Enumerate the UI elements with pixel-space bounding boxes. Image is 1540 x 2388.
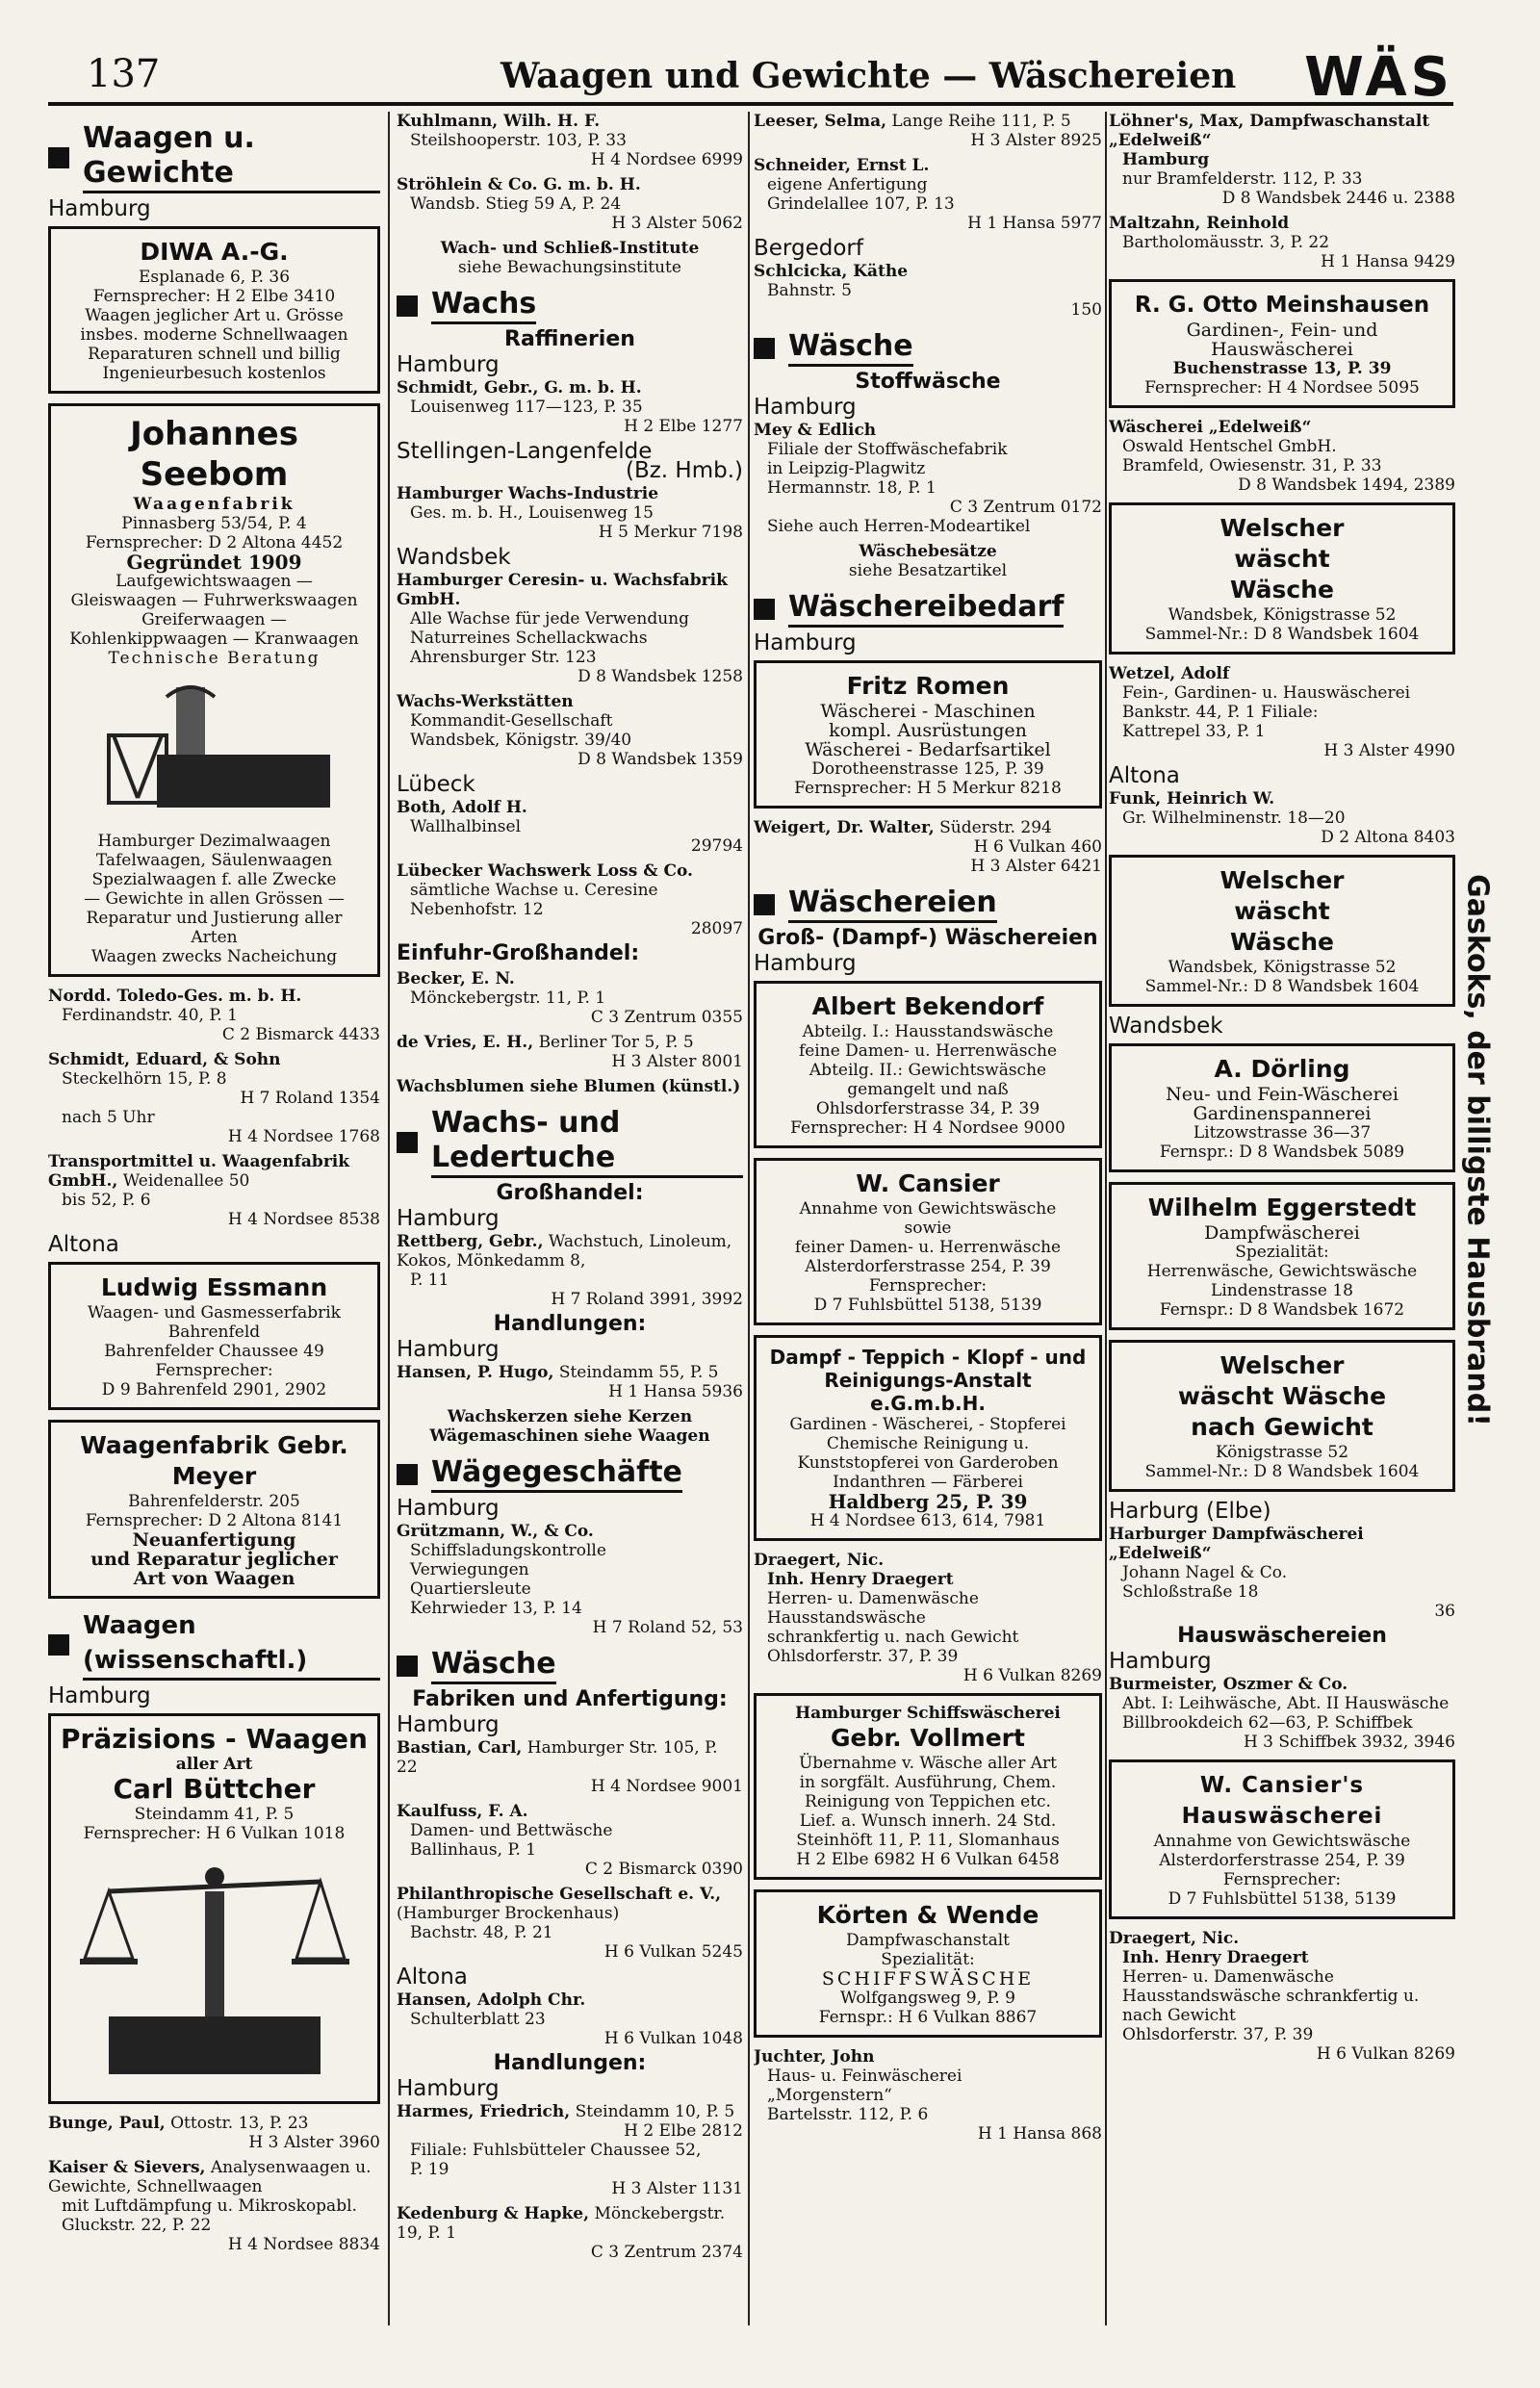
listing-entry: Hamburger Wachs-Industrie Ges. m. b. H., Louisenweg 15 H 5 Merkur 7198 [397, 484, 743, 542]
city-heading: Hamburg [48, 1683, 151, 1708]
column-2 [397, 112, 743, 2325]
listing-entry: Schmidt, Gebr., G. m. b. H. Louisenweg 117—123, P. 35 H 2 Elbe 1277 [397, 378, 743, 436]
precision-balance-icon [70, 1853, 359, 2084]
listing-entry: Schlcicka, Käthe Bahnstr. 5 150 [754, 262, 1102, 320]
section-heading: Wäsche [754, 329, 1102, 367]
listing-entry: Löhner's, Max, Dampfwaschanstalt „Edelweiß“ Hamburg nur Bramfelderstr. 112, P. 33 D 8 Wandsbek 2446 u. 2388 [1109, 112, 1455, 208]
subheading: Großhandel: [496, 1181, 644, 1205]
city-heading: Hamburg [397, 1337, 500, 1362]
ad-koerten-wende: Körten & Wende Dampfwaschanstalt Spezialität: SCHIFFSWÄSCHE Wolfgangsweg 9, P. 9 Fernspr.: H 6 Vulkan 8867 [754, 1889, 1102, 2038]
city-heading: Stellingen-Langenfelde (Bz. Hmb.) [397, 439, 743, 483]
page-number: 137 [87, 52, 161, 96]
city-heading: Harburg (Elbe) [1109, 1499, 1271, 1524]
ad-title: Gebr. Vollmert [831, 1724, 1025, 1752]
ad-title: Wilhelm Eggerstedt [1147, 1194, 1417, 1221]
section-code: WÄS [1304, 46, 1453, 109]
city-heading: Wandsbek [1109, 1014, 1223, 1039]
listing-entry: Kuhlmann, Wilh. H. F. Steilshooperstr. 103, P. 33 H 4 Nordsee 6999 [397, 112, 743, 169]
column-divider [748, 112, 750, 2325]
ad-welscher: Welscher wäscht Wäsche nach Gewicht Königstrasse 52 Sammel-Nr.: D 8 Wandsbek 1604 [1109, 1340, 1455, 1492]
ad-welscher: Welscher wäscht Wäsche Wandsbek, Königstrasse 52 Sammel-Nr.: D 8 Wandsbek 1604 [1109, 502, 1455, 655]
section-heading: Wachs [397, 287, 743, 324]
listing-entry: Harmes, Friedrich, Steindamm 10, P. 5 H 2 Elbe 2812 Filiale: Fuhlsbütteler Chaussee 52, P. 19 H 3 Alster 1131 [397, 2102, 743, 2198]
column-4 [1109, 112, 1455, 2325]
section-heading: Wägegeschäfte [397, 1455, 743, 1493]
listing-entry: Bunge, Paul, Ottostr. 13, P. 23 H 3 Alster 3960 [48, 2114, 380, 2152]
listing-entry: Leeser, Selma, Lange Reihe 111, P. 5 H 3 Alster 8925 [754, 112, 1102, 150]
cross-reference: Wachskerzen siehe Kerzen Wägemaschinen siehe Waagen [429, 1407, 710, 1446]
ad-meyer: Waagenfabrik Gebr. Meyer Bahrenfelderstr. 205 Fernsprecher: D 2 Altona 8141 Neuanfertigung und Reparatur jeglicher Art von Waagen [48, 1420, 380, 1599]
listing-entry: Both, Adolf H. Wallhalbinsel 29794 [397, 798, 743, 856]
subheading: Stoffwäsche [855, 370, 1001, 394]
bullet-square-icon [397, 1656, 418, 1677]
listing-entry: Weigert, Dr. Walter, Süderstr. 294 H 6 Vulkan 460 H 3 Alster 6421 [754, 818, 1102, 876]
subheading: Hauswäschereien [1177, 1624, 1387, 1648]
page-title: Waagen und Gewichte — Wäschereien [500, 56, 1237, 96]
cross-reference: Wach- und Schließ-Institute siehe Bewachungsinstitute [440, 239, 700, 277]
subheading: Einfuhr-Großhandel: [397, 941, 640, 965]
listing-entry: Harburger Dampfwäscherei „Edelweiß“ Johann Nagel & Co. Schloßstraße 18 36 [1109, 1525, 1455, 1621]
city-heading: Hamburg [48, 196, 151, 221]
ad-eggerstedt: Wilhelm Eggerstedt Dampfwäscherei Spezialität: Herrenwäsche, Gewichtswäsche Lindenstrasse 18 Fernspr.: D 8 Wandsbek 1672 [1109, 1182, 1455, 1330]
column-1 [48, 112, 380, 2325]
city-heading: Hamburg [754, 395, 857, 420]
listing-entry: Wetzel, Adolf Fein-, Gardinen- u. Hauswäscherei Bankstr. 44, P. 1 Filiale: Kattrepel 33, P. 1 H 3 Alster 4990 [1109, 664, 1455, 760]
city-heading: Altona [48, 1232, 119, 1257]
listing-entry: Juchter, John Haus- u. Feinwäscherei „Morgenstern“ Bartelsstr. 112, P. 6 H 1 Hansa 868 [754, 2047, 1102, 2144]
listing-entry: Lübecker Wachswerk Loss & Co. sämtliche Wachse u. Ceresine Nebenhofstr. 12 28097 [397, 861, 743, 938]
column-divider [388, 112, 390, 2325]
city-heading: Hamburg [397, 1206, 500, 1231]
city-heading: Altona [397, 1964, 468, 1990]
section-heading: Wäsche [397, 1647, 743, 1684]
city-heading: Bergedorf [754, 236, 863, 261]
listing-entry: Ströhlein & Co. G. m. b. H. Wandsb. Stieg 59 A, P. 24 H 3 Alster 5062 [397, 175, 743, 233]
listing-entry: Kaiser & Sievers, Analysenwaagen u. Gewichte, Schnellwaagen mit Luftdämpfung u. Mikroskopabl. Gluckstr. 22, P. 22 H 4 Nordsee 8834 [48, 2158, 380, 2254]
ad-vollmert: Hamburger Schiffswäscherei Gebr. Vollmert Übernahme v. Wäsche aller Art in sorgfält. Ausführung, Chem. Reinigung von Teppichen etc. Lief. a. Wunsch innerh. 24 Std. Steinhöft 11, P. 11, Slomanhaus H 2 Elbe 6982 H 6 Vulkan 6458 [754, 1693, 1102, 1880]
ad-title: A. Dörling [1214, 1055, 1350, 1083]
ad-title: Johannes Seebom [130, 415, 298, 494]
city-heading: Hamburg [754, 630, 857, 655]
ad-cansier-hauswaescherei: W. Cansier's Hauswäscherei Annahme von Gewichtswäsche Alsterdorferstrasse 254, P. 39 Fernsprecher: D 7 Fuhlsbüttel 5138, 5139 [1109, 1759, 1455, 1919]
listing-entry: Hansen, P. Hugo, Steindamm 55, P. 5 H 1 Hansa 5936 [397, 1363, 743, 1401]
side-ad-text: Gaskoks, der billigste Hausbrand! [1460, 874, 1495, 1426]
ad-buettcher: Präzisions - Waagen aller Art Carl Büttcher Steindamm 41, P. 5 Fernsprecher: H 6 Vulkan 1018 [48, 1713, 380, 2104]
listing-entry: Hansen, Adolph Chr. Schulterblatt 23 H 6 Vulkan 1048 [397, 1990, 743, 2048]
bullet-square-icon [754, 894, 775, 915]
section-heading: Wachs- und Ledertuche [397, 1106, 743, 1178]
listing-entry: Kedenburg & Hapke, Mönckebergstr. 19, P. 1 C 3 Zentrum 2374 [397, 2204, 743, 2262]
ad-title: R. G. Otto Meinshausen [1134, 293, 1430, 318]
section-heading: Wäschereibedarf [754, 590, 1102, 628]
listing-entry: Transportmittel u. Waagenfabrik GmbH., Weidenallee 50 bis 52, P. 6 H 4 Nordsee 8538 [48, 1152, 380, 1229]
ad-welscher: Welscher wäscht Wäsche Wandsbek, Königstrasse 52 Sammel-Nr.: D 8 Wandsbek 1604 [1109, 855, 1455, 1007]
ad-title: Körten & Wende [816, 1901, 1040, 1929]
bullet-square-icon [397, 1464, 418, 1485]
city-heading: Lübeck [397, 772, 475, 797]
bullet-square-icon [397, 1132, 418, 1153]
subheading: Handlungen: [493, 2051, 647, 2075]
section-heading: Waagen (wissenschaftl.) [48, 1608, 380, 1681]
listing-entry: Grützmann, W., & Co. Schiffsladungskontrolle Verwiegungen Quartiersleute Kehrwieder 13, P. 14 H 7 Roland 52, 53 [397, 1522, 743, 1637]
city-heading: Wandsbek [397, 545, 511, 570]
listing-entry: Wachs-Werkstätten Kommandit-Gesellschaft Wandsbek, Königstr. 39/40 D 8 Wandsbek 1359 [397, 692, 743, 769]
listing-entry: Schneider, Ernst L. eigene Anfertigung Grindelallee 107, P. 13 H 1 Hansa 5977 [754, 156, 1102, 233]
ad-essmann: Ludwig Essmann Waagen- und Gasmesserfabrik Bahrenfeld Bahrenfelder Chaussee 49 Fernsprecher: D 9 Bahrenfeld 2901, 2902 [48, 1262, 380, 1410]
subheading: Raffinerien [504, 327, 635, 351]
listing-entry: Schmidt, Eduard, & Sohn Steckelhörn 15, P. 8 H 7 Roland 1354 nach 5 Uhr H 4 Nordsee 1768 [48, 1050, 380, 1146]
cross-reference: Wachsblumen siehe Blumen (künstl.) [397, 1077, 741, 1096]
ad-seebom: Johannes Seebom Waagenfabrik Pinnasberg 53/54, P. 4 Fernsprecher: D 2 Altona 4452 Gegründet 1909 Laufgewichtswaagen — Gleiswaagen — Fuhrwerkswaagen Greiferwaagen — Kohlenkippwaagen — Kranwaagen Technische Beratung Hamburger Dezimalwaagen Tafelwaagen, Säulenwaagen Spezialwaagen f. alle Zwecke — Gewichte in allen Grössen — Reparatur und Justierung aller Arten Waagen zwecks Nacheichung [48, 403, 380, 977]
ad-romen: Fritz Romen Wäscherei - Maschinen kompl. Ausrüstungen Wäscherei - Bedarfsartikel Dorotheenstrasse 125, P. 39 Fernsprecher: H 5 Merkur 8218 [754, 660, 1102, 809]
bullet-square-icon [754, 338, 775, 359]
listing-entry: Rettberg, Gebr., Wachstuch, Linoleum, Kokos, Mönkedamm 8, P. 11 H 7 Roland 3991, 3992 [397, 1232, 743, 1309]
listing-entry: Bastian, Carl, Hamburger Str. 105, P. 22 H 4 Nordsee 9001 [397, 1738, 743, 1796]
ad-title: Carl Büttcher [113, 1773, 316, 1805]
city-heading: Hamburg [397, 1712, 500, 1737]
column-divider [1105, 112, 1107, 2325]
city-heading: Hamburg [1109, 1649, 1212, 1674]
listing-entry: Philanthropische Gesellschaft e. V., (Hamburger Brockenhaus) Bachstr. 48, P. 21 H 6 Vulkan 5245 [397, 1885, 743, 1962]
listing-entry: Maltzahn, Reinhold Bartholomäusstr. 3, P. 22 H 1 Hansa 9429 [1109, 214, 1455, 271]
ad-title: Waagenfabrik Gebr. Meyer [80, 1431, 348, 1490]
header-rule [48, 102, 1453, 106]
city-heading: Hamburg [397, 1496, 500, 1521]
ad-title: Dampf - Teppich - Klopf - und Reinigungs-Anstalt e.G.m.b.H. [769, 1346, 1087, 1415]
listing-entry: Funk, Heinrich W. Gr. Wilhelminenstr. 18—20 D 2 Altona 8403 [1109, 789, 1455, 847]
ad-title: W. Cansier [856, 1169, 1000, 1197]
bullet-square-icon [48, 147, 69, 168]
ad-title: Fritz Romen [846, 672, 1010, 700]
page-header [48, 46, 1453, 109]
ad-dampf-teppich: Dampf - Teppich - Klopf - und Reinigungs-Anstalt e.G.m.b.H. Gardinen - Wäscherei, - Stopferei Chemische Reinigung u. Kunststopferei von Garderoben Indanthren — Färberei Haldberg 25, P. 39 H 4 Nordsee 613, 614, 7981 [754, 1335, 1102, 1541]
listing-entry: Wäscherei „Edelweiß“ Oswald Hentschel GmbH. Bramfeld, Owiesenstr. 31, P. 33 D 8 Wandsbek 1494, 2389 [1109, 418, 1455, 495]
city-heading: Hamburg [397, 2076, 500, 2101]
ad-doerling: A. Dörling Neu- und Fein-Wäscherei Gardinenspannerei Litzowstrasse 36—37 Fernspr.: D 8 Wandsbek 5089 [1109, 1043, 1455, 1172]
ad-meinshausen: R. G. Otto Meinshausen Gardinen-, Fein- und Hauswäscherei Buchenstrasse 13, P. 39 Fernsprecher: H 4 Nordsee 5095 [1109, 279, 1455, 408]
listing-entry: Draegert, Nic. Inh. Henry Draegert Herren- u. Damenwäsche Hausstandswäsche schrankfertig u. nach Gewicht Ohlsdorferstr. 37, P. 39 H 6 Vulkan 8269 [754, 1551, 1102, 1685]
cross-reference: Wäschebesätze siehe Besatzartikel [848, 542, 1008, 580]
listing-entry: Becker, E. N. Mönckebergstr. 11, P. 1 C 3 Zentrum 0355 [397, 969, 743, 1027]
listing-entry: Draegert, Nic. Inh. Henry Draegert Herren- u. Damenwäsche Hausstandswäsche schrankfertig u. nach Gewicht Ohlsdorferstr. 37, P. 39 H 6 Vulkan 8269 [1109, 1929, 1455, 2064]
listing-entry: Kaulfuss, F. A. Damen- und Bettwäsche Ballinhaus, P. 1 C 2 Bismarck 0390 [397, 1802, 743, 1879]
listing-entry: Mey & Edlich Filiale der Stoffwäschefabrik in Leipzig-Plagwitz Hermannstr. 18, P. 1 C 3 Zentrum 0172 Siehe auch Herren-Modeartikel [754, 421, 1102, 536]
ad-title: W. Cansier's Hauswäscherei [1181, 1773, 1383, 1829]
listing-entry: Burmeister, Oszmer & Co. Abt. I: Leihwäsche, Abt. II Hauswäsche Billbrookdeich 62—63, P. Schiffbek H 3 Schiffbek 3932, 3946 [1109, 1675, 1455, 1752]
ad-title: Albert Bekendorf [811, 992, 1044, 1020]
subheading: Handlungen: [493, 1312, 647, 1336]
city-heading: Hamburg [754, 951, 857, 976]
bullet-square-icon [48, 1634, 69, 1656]
bullet-square-icon [754, 599, 775, 620]
side-advertisement [1458, 813, 1497, 1487]
city-heading: Hamburg [397, 352, 500, 377]
scale-illustration-icon [90, 678, 340, 822]
ad-diwa: DIWA A.-G. Esplanade 6, P. 36 Fernsprecher: H 2 Elbe 3410 Waagen jeglicher Art u. Grösse insbes. moderne Schnellwaagen Reparaturen schnell und billig Ingenieurbesuch kostenlos [48, 226, 380, 394]
subheading: Groß- (Dampf-) Wäschereien [757, 926, 1098, 950]
ad-title: Ludwig Essmann [100, 1273, 328, 1301]
bullet-square-icon [397, 295, 418, 317]
column-3 [754, 112, 1102, 2325]
city-heading: Altona [1109, 763, 1180, 788]
listing-entry: Hamburger Ceresin- u. Wachsfabrik GmbH. Alle Wachse für jede Verwendung Naturreines Schellackwachs Ahrensburger Str. 123 D 8 Wandsbek 1258 [397, 571, 743, 686]
ad-title: DIWA A.-G. [140, 238, 289, 266]
listing-entry: de Vries, E. H., Berliner Tor 5, P. 5 H 3 Alster 8001 [397, 1033, 743, 1071]
section-heading: Wäschereien [754, 886, 1102, 923]
ad-cansier: W. Cansier Annahme von Gewichtswäsche sowie feiner Damen- u. Herrenwäsche Alsterdorferstrasse 254, P. 39 Fernsprecher: D 7 Fuhlsbüttel 5138, 5139 [754, 1158, 1102, 1325]
listing-entry: Nordd. Toledo-Ges. m. b. H. Ferdinandstr. 40, P. 1 C 2 Bismarck 4433 [48, 987, 380, 1044]
section-heading: Waagen u. Gewichte [48, 121, 380, 193]
subheading: Fabriken und Anfertigung: [412, 1687, 728, 1711]
ad-bekendorf: Albert Bekendorf Abteilg. I.: Hausstandswäsche feine Damen- u. Herrenwäsche Abteilg. II.: Gewichtswäsche gemangelt und naß Ohlsdorferstrasse 34, P. 39 Fernsprecher: H 4 Nordsee 9000 [754, 981, 1102, 1148]
